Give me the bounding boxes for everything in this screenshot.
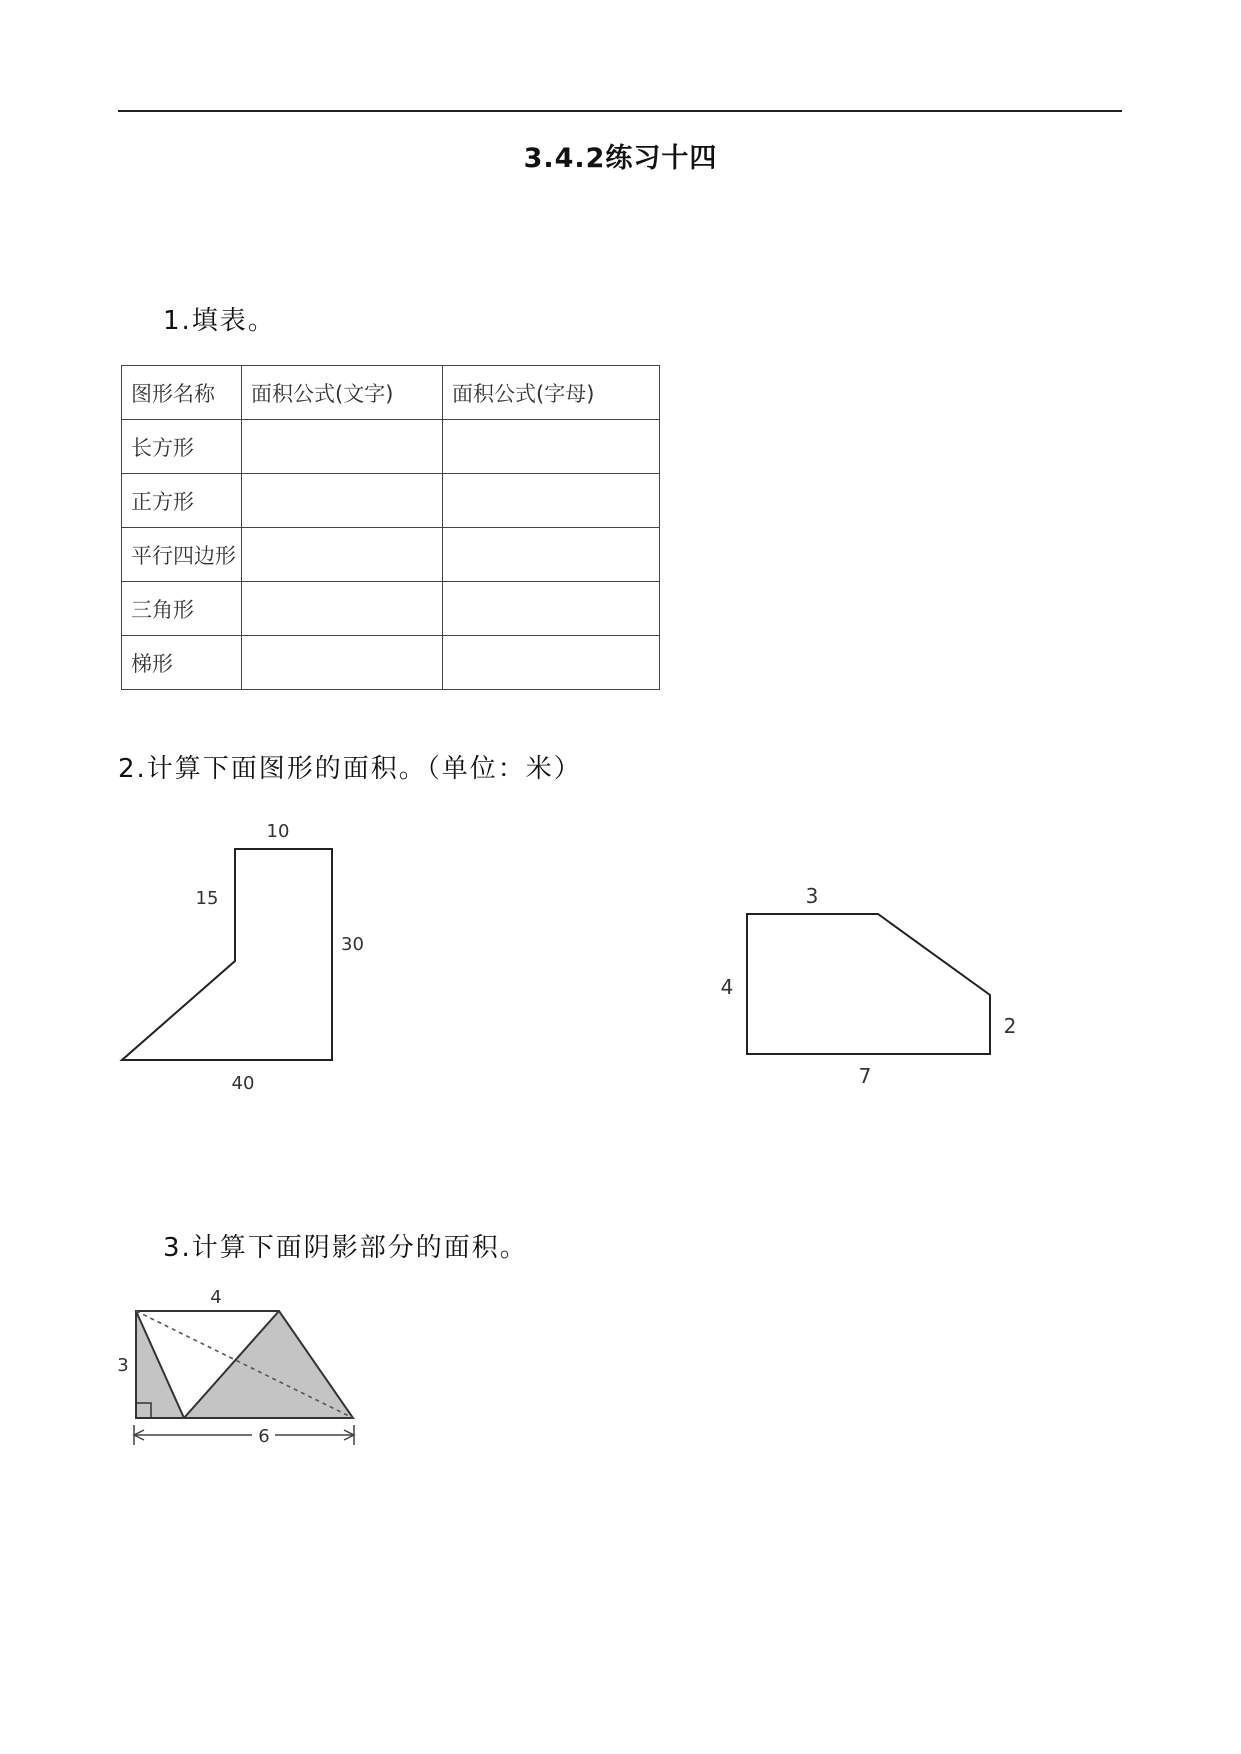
question-3-label: 3.计算下面阴影部分的面积。 — [163, 1233, 528, 1263]
table-header-cell: 图形名称 — [122, 366, 242, 420]
composite-shape-outline — [122, 849, 332, 1060]
fig-b-right-label: 2 — [1003, 1014, 1017, 1038]
fig-b-left-label: 4 — [720, 975, 734, 999]
fig-c-bottom-label: 6 — [258, 1426, 270, 1447]
fig-a-slant-label: 15 — [195, 888, 219, 909]
table-header-cell: 面积公式(字母) — [443, 366, 660, 420]
figure-pentagon — [721, 884, 1017, 1088]
shape-name-cell: 梯形 — [122, 636, 242, 690]
shaded-triangle-right — [184, 1311, 353, 1418]
figure-shaded-area — [117, 1287, 354, 1447]
question-1-label: 1.填表。 — [163, 306, 276, 336]
question-2-label: 2.计算下面图形的面积。（单位：米） — [118, 754, 582, 784]
table-header-cell: 面积公式(文字) — [242, 366, 443, 420]
shape-name-cell: 长方形 — [122, 420, 242, 474]
fig-a-right-label: 30 — [341, 934, 364, 955]
fig-c-top-label: 4 — [210, 1287, 222, 1308]
fig-a-bottom-label: 40 — [231, 1073, 255, 1094]
fig-c-height-label: 3 — [117, 1355, 129, 1376]
pentagon-outline — [747, 914, 990, 1054]
page-title: 3.4.2练习十四 — [523, 143, 718, 174]
fig-a-top-label: 10 — [266, 821, 290, 842]
shape-name-cell: 三角形 — [122, 582, 242, 636]
shape-name-cell: 平行四边形 — [122, 528, 242, 582]
figure-composite-shape — [122, 821, 364, 1094]
fig-b-bottom-label: 7 — [858, 1064, 872, 1088]
fig-b-top-label: 3 — [805, 884, 819, 908]
shape-name-cell: 正方形 — [122, 474, 242, 528]
